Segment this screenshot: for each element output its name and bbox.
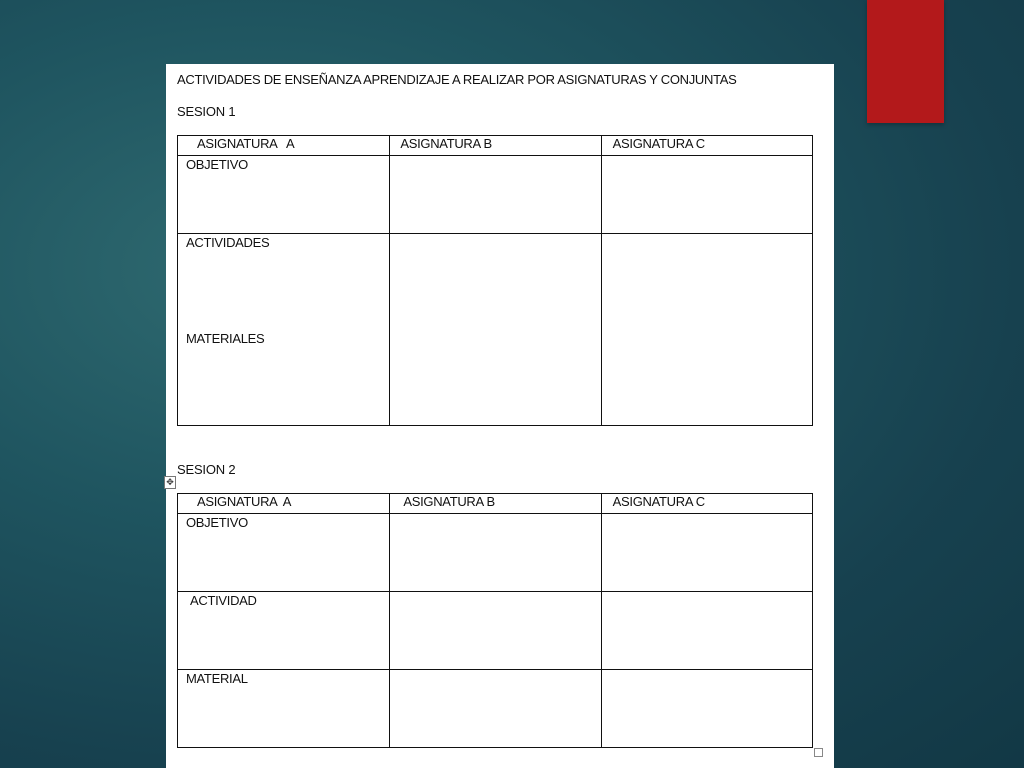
table-cell[interactable] <box>601 670 812 748</box>
table-cell[interactable] <box>390 234 601 426</box>
table-cell[interactable] <box>390 514 601 592</box>
row-label-actividades-materiales <box>178 234 390 426</box>
table-row <box>178 670 813 748</box>
table-cell[interactable] <box>390 670 601 748</box>
session-1-table <box>177 135 813 426</box>
header-asignatura-c: ASIGNATURA C <box>601 494 812 514</box>
table-cell[interactable] <box>601 592 812 670</box>
row-label-objetivo: OBJETIVO <box>178 156 390 234</box>
session-1-label: SESION 1 <box>177 104 236 119</box>
table-row <box>178 592 813 670</box>
table-row <box>178 514 813 592</box>
header-asignatura-a: ASIGNATURA A <box>178 494 390 514</box>
table-cell[interactable] <box>601 514 812 592</box>
document-page <box>166 64 834 768</box>
header-asignatura-c: ASIGNATURA C <box>601 136 812 156</box>
table-header-row <box>178 136 813 156</box>
table-move-handle-icon[interactable]: ✥ <box>164 476 176 489</box>
table-resize-handle-icon[interactable] <box>814 748 823 757</box>
header-asignatura-a: ASIGNATURA A <box>178 136 390 156</box>
row-label-actividad: ACTIVIDAD <box>178 592 390 670</box>
header-asignatura-b: ASIGNATURA B <box>390 494 601 514</box>
row-label-material: MATERIAL <box>178 670 390 748</box>
table-header-row <box>178 494 813 514</box>
session-2-label: SESION 2 <box>177 462 236 477</box>
table-cell[interactable] <box>390 592 601 670</box>
table-row <box>178 234 813 426</box>
row-label-objetivo: OBJETIVO <box>178 514 390 592</box>
header-asignatura-b: ASIGNATURA B <box>390 136 601 156</box>
accent-bar <box>867 0 944 123</box>
document-title: ACTIVIDADES DE ENSEÑANZA APRENDIZAJE A REALIZAR POR ASIGNATURAS Y CONJUNTAS <box>177 72 737 87</box>
session-2-table <box>177 493 813 748</box>
table-row <box>178 156 813 234</box>
row-label-actividades: ACTIVIDADES <box>186 235 270 250</box>
table-cell[interactable] <box>601 234 812 426</box>
table-cell[interactable] <box>390 156 601 234</box>
table-cell[interactable] <box>601 156 812 234</box>
row-label-materiales: MATERIALES <box>186 331 265 346</box>
